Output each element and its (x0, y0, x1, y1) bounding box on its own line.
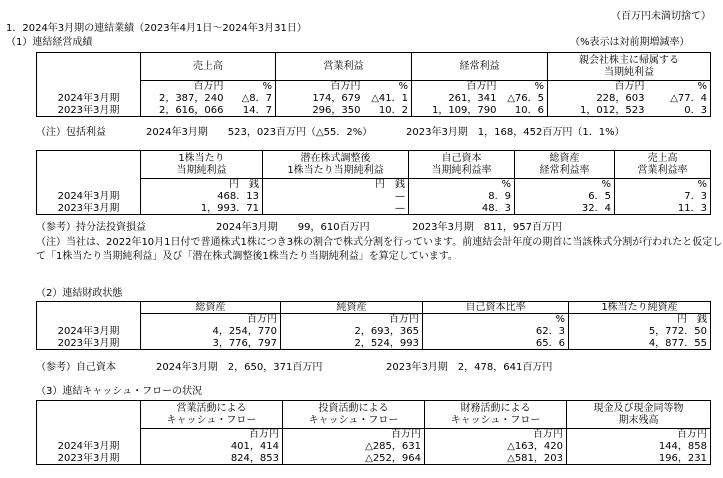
col-operating-income: 営業利益 (276, 53, 412, 81)
col-eps: 1株当たり 当期純利益 (141, 151, 263, 179)
col-investing-cf: 投資活動による キャッシュ・フロー (283, 401, 425, 429)
comprehensive-income-2023: 2023年3月期 1，168，452百万円（1．1%） (406, 127, 625, 138)
col-diluted-eps: 潜在株式調整後 1株当たり当期純利益 (263, 151, 409, 179)
financial-position-table: 総資産 純資産 自己資本比率 1株当たり純資産 百万円 百万円 % 円 銭 2024年3月期 4，254，770 2，693，365 62．3 5，772．50 2023年3月期 3，776，797 2，524，993 65．6 4，877．55 (36, 301, 711, 350)
col-roe: 自己資本 当期純利益率 (409, 151, 515, 179)
table-row: 2023年3月期 824，853 △252，964 △581，203 196，231 (37, 453, 711, 465)
section2-heading: （2）連結財政状態 (36, 288, 123, 299)
equity-method-2024: 2024年3月期 99，610百万円 (216, 222, 370, 233)
table-row: 2023年3月期 1，993．71 — 48．3 32．4 11．3 (37, 203, 711, 215)
col-roa: 総資産 経常利益率 (515, 151, 615, 179)
col-ordinary-income: 経常利益 (412, 53, 548, 81)
comprehensive-income-label: （注）包括利益 (36, 127, 106, 138)
col-equity-ratio: 自己資本比率 (423, 302, 569, 314)
equity-method-label: （参考）持分法投資損益 (36, 222, 146, 233)
unit-note: （百万円未満切捨て） (611, 11, 711, 22)
per-share-table: 1株当たり 当期純利益 潜在株式調整後 1株当たり当期純利益 自己資本 当期純利益率 総資産 経常利益率 売上高 営業利益率 円 銭 円 銭 % % % 2024年3月期 468．13 — 8．9 6．5 7．3 2023年3月期 1，993．71 — 48．3 32．4 11．3 (36, 150, 711, 215)
header-blank (37, 53, 141, 81)
own-capital-2023: 2023年3月期 2，478，641百万円 (386, 362, 553, 373)
col-net-income: 親会社株主に帰属する 当期純利益 (548, 53, 711, 81)
table-row: 2024年3月期 2，387，240 △8．7 174，679 △41．1 261，341 △76．5 228，603 △77．4 (37, 93, 711, 105)
table-row: 2024年3月期 401，414 △285，631 △163，420 144，858 (37, 441, 711, 453)
col-operating-cf: 営業活動による キャッシュ・フロー (141, 401, 283, 429)
section3-heading: （3）連結キャッシュ・フローの状況 (36, 386, 203, 397)
operating-results-table: 売上高 営業利益 経常利益 親会社株主に帰属する 当期純利益 百万円 % 百万円 % 百万円 % 百万円 % 2024年3月期 2，387，240 △8．7 174，679 △41．1 261，341 △76．5 228，603 △77．4 2023年3月期 2，616，066 14．7 296，350 10．2 1，109，790 10．6 1，012，523 0．3 (36, 52, 711, 117)
cash-flow-table: 営業活動による キャッシュ・フロー 投資活動による キャッシュ・フロー 財務活動による キャッシュ・フロー 現金及び現金同等物 期末残高 百万円 百万円 百万円 百万円 2024年3月期 401，414 △285，631 △163，420 144，858 2023年3月期 824，853 △252，964 △581，203 196，231 (36, 400, 711, 465)
col-total-assets: 総資産 (141, 302, 281, 314)
table-row: 2023年3月期 3，776，797 2，524，993 65．6 4，877．55 (37, 338, 711, 350)
stock-split-note: （注）当社は、2022年10月1日付で普通株式1株につき3株の割合で株式分割を行っています。前連結会計年度の期首に当該株式分割が行われたと仮定して「1株当たり当期純利益」及び「潜在株式調整後1株当たり当期純利益」を算定しています。 (36, 237, 723, 262)
col-operating-margin: 売上高 営業利益率 (615, 151, 711, 179)
col-net-sales: 売上高 (141, 53, 276, 81)
col-bps: 1株当たり純資産 (569, 302, 711, 314)
own-capital-2024: 2024年3月期 2，650，371百万円 (156, 362, 323, 373)
page-title: 1．2024年3月期の連結業績（2023年4月1日～2024年3月31日） (6, 23, 307, 34)
col-cash-end: 現金及び現金同等物 期末残高 (567, 401, 711, 429)
section1-heading: （1）連結経営成績 (6, 37, 93, 48)
col-net-assets: 純資産 (281, 302, 423, 314)
pct-note: （%表示は対前期増減率） (570, 37, 690, 48)
col-financing-cf: 財務活動による キャッシュ・フロー (425, 401, 567, 429)
table-row: 2024年3月期 468．13 — 8．9 6．5 7．3 (37, 191, 711, 203)
table-row: 2024年3月期 4，254，770 2，693，365 62．3 5，772．50 (37, 326, 711, 338)
comprehensive-income-2024: 2024年3月期 523，023百万円（△55．2%） (146, 127, 373, 138)
table-row: 2023年3月期 2，616，066 14．7 296，350 10．2 1，109，790 10．6 1，012，523 0．3 (37, 105, 711, 117)
own-capital-label: （参考）自己資本 (36, 362, 116, 373)
equity-method-2023: 2023年3月期 811，957百万円 (412, 222, 562, 233)
